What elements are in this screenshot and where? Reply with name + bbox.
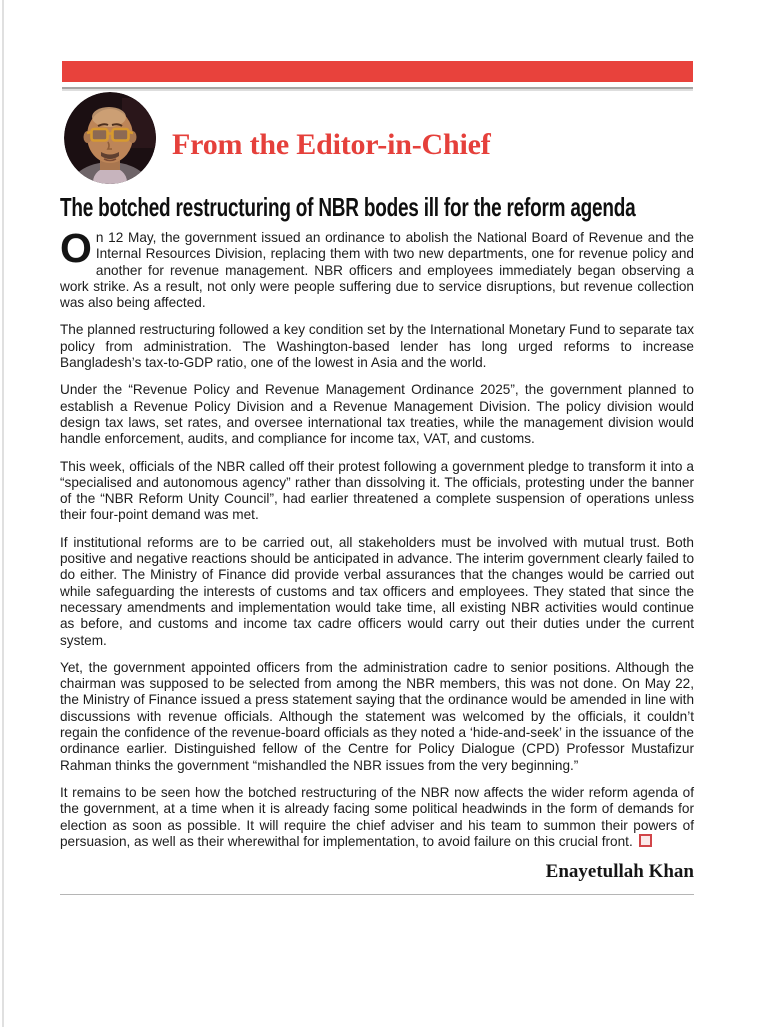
article-headline: The botched restructuring of NBR bodes ill for the reform agenda <box>60 192 636 222</box>
paragraph-6: Yet, the government appointed officers from the administration cadre to senior positions. Although the chairman was supposed to be selected from among the NBR members, this was not done. On May 22, the Ministry of Finance issued a press statement saying that the ordinance would be amended in line with discussions with revenue officials. Although the statement was welcomed by the officials, it couldn’t regain the confidence of the revenue-board officials as they noted a ‘hide-and-seek’ in the issuance of the ordinance earlier. Distinguished fellow of the Centre for Policy Dialogue (CPD) Professor Mustafizur Rahman thinks the government “mishandled the NBR issues from the very beginning.” <box>60 659 694 773</box>
top-red-bar <box>62 61 693 82</box>
paragraph-7: It remains to be seen how the botched restructuring of the NBR now affects the wider reform agenda of the government, at a time when it is already facing some political headwinds in the form of demands for election as soon as possible. It will require the chief adviser and his team to summon their powers of persuasion, as well as their wherewithal for implementation, to avoid failure on this crucial front. <box>60 784 694 849</box>
editor-avatar <box>64 92 156 184</box>
paragraph-5: If institutional reforms are to be carried out, all stakeholders must be involved with mutual trust. Both positive and negative reactions should be anticipated in advance. The interim government clearly failed to do either. The Ministry of Finance did provide verbal assurances that the changes would be carried out while safeguarding the interests of customs and tax officers and employees. They stated that since the necessary amendments and implementation would take time, all existing NBR activities would continue as before, and customs and income tax cadre officers would carry out their duties under the current system. <box>60 534 694 648</box>
article-body <box>60 225 694 895</box>
editor-portrait-illustration <box>64 92 156 184</box>
author-signature: Enayetullah Khan <box>545 861 694 883</box>
paragraph-1: On 12 May, the government issued an ordinance to abolish the National Board of Revenue and the Internal Resources Division, replacing them with two new departments, one for revenue policy and another for revenue management. NBR officers and employees immediately began observing a work strike. As a result, not only were people suffering due to service disruptions, but revenue collection was also being affected. <box>60 225 694 311</box>
top-gray-rule <box>62 87 693 89</box>
paragraph-2: The planned restructuring followed a key condition set by the International Monetary Fund to separate tax policy from administration. The Washington-based lender has long urged reforms to increase Bangladesh’s tax-to-GDP ratio, one of the lowest in Asia and the world. <box>60 322 694 371</box>
drop-cap: O <box>60 225 92 271</box>
paragraph-3: Under the “Revenue Policy and Revenue Management Ordinance 2025”, the government planned to establish a Revenue Policy Division and a Revenue Management Division. The policy division would design tax laws, set rates, and oversee international tax treaties, while the management division would handle enforcement, audits, and compliance for income tax, VAT, and customs. <box>60 382 694 447</box>
paragraph-4: This week, officials of the NBR called off their protest following a government pledge to transform it into a “specialised and autonomous agency” rather than dissolving it. The officials, protesting under the banner of the “NBR Reform Unity Council”, had earlier threatened a complete suspension of operations unless their four-point demand was met. <box>60 458 694 523</box>
scan-left-edge-line <box>2 0 4 1027</box>
section-title: From the Editor-in-Chief <box>172 128 491 161</box>
bottom-rule <box>60 894 694 895</box>
end-of-article-mark <box>639 834 652 847</box>
